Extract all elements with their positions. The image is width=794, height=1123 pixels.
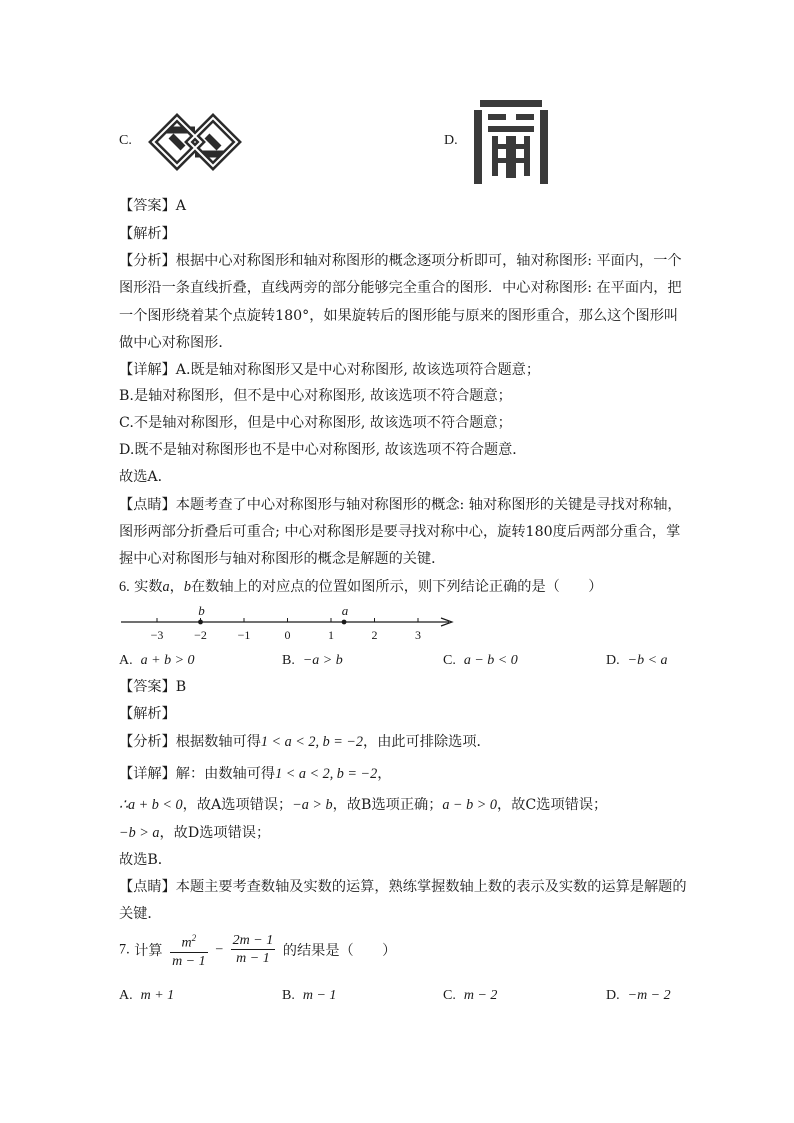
q6-stem [119, 577, 602, 597]
q7-option-c[interactable] [443, 985, 497, 1006]
q5-answer: 【答案】A [119, 198, 186, 214]
q6-option-d[interactable] [606, 650, 668, 671]
q6-sep: ， [169, 579, 184, 595]
q6-var-a: a [162, 579, 170, 595]
q7-stem-post: 的结果是（ ） [282, 942, 397, 959]
q7-stem [119, 930, 396, 970]
option-d-label: D. [444, 133, 458, 148]
q6-number-line [119, 602, 459, 644]
option-d-figure [470, 96, 552, 186]
q6-option-a[interactable] [119, 650, 195, 671]
option-label: A. [119, 653, 133, 668]
option-label: D. [606, 988, 620, 1003]
q5-fenxi-line3: 一个图形绕着某个点旋转180°，如果旋转后的图形能与原来的图形重合，那么这个图形叫 [119, 308, 679, 324]
q7-frac1-denominator: m − 1 [172, 953, 206, 969]
q6-step3-expr: a − b > 0 [442, 797, 498, 813]
number-line-tick-label: 0 [284, 628, 291, 642]
q6-fenxi-expr: 1 < a < 2, b = −2 [260, 734, 364, 750]
q6-step4 [119, 823, 270, 843]
option-label: A. [119, 988, 133, 1003]
number-line-tick-label: 2 [371, 628, 378, 642]
q7-frac1-numerator [170, 930, 208, 953]
q6-fenxi [119, 732, 491, 752]
q5-dianjing-line2: 图形两部分折叠后可重合; 中心对称图形是要寻找对称中心，旋转180度后两部分重合，掌 [119, 524, 681, 540]
number-line-point-b [198, 620, 203, 625]
q7-frac2-denominator: m − 1 [236, 951, 270, 967]
q6-step4-expr: −b > a [119, 825, 160, 841]
q6-number: 6. [119, 579, 130, 595]
q5-fenxi-line1: 【分析】根据中心对称图形和轴对称图形的概念逐项分析即可，轴对称图形: 平面内，一个 [119, 253, 682, 269]
q5-dianjing-line1: 【点睛】本题考查了中心对称图形与轴对称图形的概念: 轴对称图形的关键是寻找对称轴， [119, 497, 682, 513]
number-line-point-label-b: b [198, 603, 205, 618]
q5-analysis-heading: 【解析】 [119, 226, 176, 242]
option-expression: m − 1 [302, 988, 337, 1003]
q6-xiangjie-expr: 1 < a < 2, b = −2 [275, 766, 378, 782]
q6-fenxi-pre: 【分析】根据数轴可得 [119, 734, 261, 750]
q7-frac1-exponent: 2 [191, 933, 197, 943]
q5-xiangjie-line1: 【详解】A.既是轴对称图形又是中心对称图形, 故该选项符合题意； [119, 362, 541, 378]
option-expression: −b < a [627, 653, 668, 668]
q6-steps [119, 795, 607, 815]
option-label: D. [606, 653, 620, 668]
q6-option-b[interactable] [282, 650, 343, 671]
q6-step3-text: ，故C选项错误； [497, 797, 608, 813]
option-expression: −a > b [302, 653, 343, 668]
q6-fenxi-post: ，由此可排除选项． [363, 734, 491, 750]
q7-stem-pre: 计算 [134, 942, 163, 959]
q7-fraction-1 [170, 930, 208, 970]
q5-dianjing-line3: 握中心对称图形与轴对称图形的概念是解题的关键． [119, 551, 446, 567]
option-expression: m + 1 [140, 988, 175, 1003]
number-line-point-a [342, 620, 347, 625]
number-line-tick-label: −2 [194, 628, 207, 642]
number-line-tick-label: 1 [328, 628, 334, 642]
q5-xiangjie-line2: B.是轴对称图形，但不是中心对称图形, 故该选项不符合题意； [119, 388, 512, 404]
q7-option-d[interactable] [606, 985, 671, 1006]
q5-choose: 故选A． [119, 469, 172, 485]
q6-var-b: b [183, 579, 191, 595]
q6-stem-a: 实数 [134, 579, 163, 595]
option-label: B. [282, 988, 295, 1003]
q7-number: 7. [119, 941, 130, 958]
q7-option-a[interactable] [119, 985, 174, 1006]
q6-stem-b: 在数轴上的对应点的位置如图所示，则下列结论正确的是（ ） [190, 579, 603, 595]
q6-dianjing-line1: 【点睛】本题主要考查数轴及实数的运算，熟练掌握数轴上数的表示及实数的运算是解题的 [119, 879, 687, 895]
q6-option-c[interactable] [443, 650, 518, 671]
q6-xiangjie [119, 764, 391, 784]
option-label: C. [443, 653, 456, 668]
q5-fenxi-line2: 图形沿一条直线折叠，直线两旁的部分能够完全重合的图形．中心对称图形: 在平面内，把 [119, 280, 682, 296]
number-line-point-label-a: a [341, 603, 349, 618]
q6-step4-text: ，故D选项错误； [159, 825, 271, 841]
q6-dianjing-line2: 关键． [119, 906, 162, 922]
option-label: B. [282, 653, 295, 668]
number-line-tick-label: −3 [150, 628, 164, 642]
option-expression: −m − 2 [627, 988, 671, 1003]
q6-choose: 故选B． [119, 852, 172, 868]
q6-step1-expr: ∴a + b < 0 [119, 797, 183, 813]
option-label: C. [443, 988, 456, 1003]
option-expression: a − b < 0 [463, 653, 518, 668]
number-line-tick-label: −1 [237, 628, 251, 642]
q6-xiangjie-post: ， [377, 766, 392, 782]
q7-fraction-2 [231, 932, 276, 967]
q7-minus: − [215, 941, 224, 958]
q7-option-b[interactable] [282, 985, 336, 1006]
q6-step2-expr: −a > b [292, 797, 333, 813]
q7-frac1-num-base: m [181, 935, 192, 951]
q6-xiangjie-pre: 【详解】解：由数轴可得 [119, 766, 276, 782]
option-c-figure [143, 104, 247, 180]
q6-step1-text: ，故A选项错误； [182, 797, 293, 813]
q6-answer: 【答案】B [119, 679, 187, 695]
q5-fenxi-line4: 做中心对称图形． [119, 335, 233, 351]
q5-xiangjie-line3: C.不是轴对称图形，但是中心对称图形, 故该选项不符合题意； [119, 415, 512, 431]
option-c-label: C. [119, 133, 132, 148]
q6-analysis-heading: 【解析】 [119, 706, 176, 722]
q7-frac2-numerator: 2m − 1 [232, 933, 274, 949]
option-expression: a + b > 0 [140, 653, 195, 668]
option-expression: m − 2 [463, 988, 498, 1003]
q6-step2-text: ，故B选项正确； [332, 797, 443, 813]
number-line-tick-label: 3 [415, 628, 421, 642]
q5-xiangjie-line4: D.既不是轴对称图形也不是中心对称图形, 故该选项不符合题意． [119, 442, 527, 458]
